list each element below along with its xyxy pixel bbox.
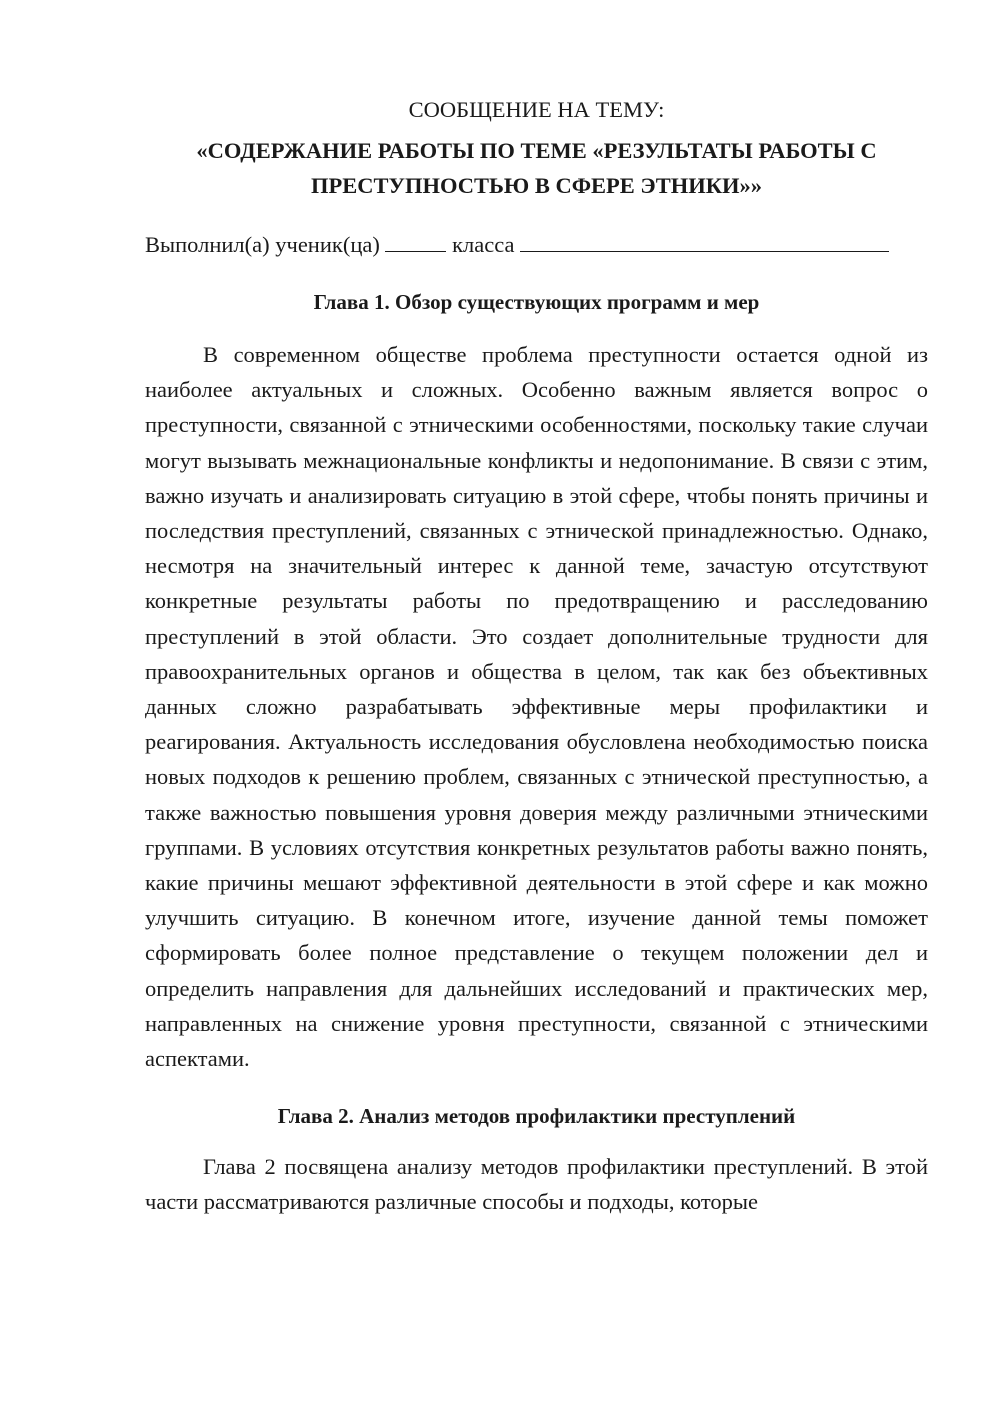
chapter1-paragraph: В современном обществе проблема преступности остается одной из наиболее актуальных и сложных. Особенно важным является вопрос о преступности, связанной с этническими особенностями, поскольку такие случаи могут вызывать межнациональные конфликты и недопонимание. В связи с этим, важно изучать и анализировать ситуацию в этой сфере, чтобы понять причины и последствия преступлений, связанных с этнической принадлежностью. Однако, несмотря на значительный интерес к данной теме, зачастую отсутствуют конкретные результаты работы по предотвращению и расследованию преступлений в этой области. Это создает дополнительные трудности для правоохранительных органов и общества в целом, так как без объективных данных сложно разрабатывать эффективные меры профилактики и реагирования. Актуальность исследования обусловлена необходимостью поиска новых подходов к решению проблем, связанных с этнической преступностью, а также важностью повышения уровня доверия между различными этническими группами. В условиях отсутствия конкретных результатов работы важно понять, какие причины мешают эффективной деятельности в этой сфере и как можно улучшить ситуацию. В конечном итоге, изучение данной темы поможет сформировать более полное представление о текущем положении дел и определить направления для дальнейших исследований и практических мер, направленных на снижение уровня преступности, связанной с этническими аспектами. [145,342,928,1072]
author-line [145,227,928,262]
author-prefix: Выполнил(а) ученик(ца) [145,232,380,257]
class-label: класса [452,232,515,257]
chapter2-paragraph: Глава 2 посвящена анализу методов профилактики преступлений. В этой части рассматриваются различные способы и подходы, которые [145,1154,928,1215]
document-page [145,92,928,1220]
grade-blank [385,229,446,252]
name-blank [520,229,889,252]
chapter1-heading: Глава 1. Обзор существующих программ и мер [313,290,760,314]
chapter2-heading: Глава 2. Анализ методов профилактики преступлений [277,1104,796,1129]
topic-label: СООБЩЕНИЕ НА ТЕМУ: [408,97,665,122]
document-title: «СОДЕРЖАНИЕ РАБОТЫ ПО ТЕМЕ «РЕЗУЛЬТАТЫ РАБОТЫ С ПРЕСТУПНОСТЬЮ В СФЕРЕ ЭТНИКИ»» [196,138,877,198]
